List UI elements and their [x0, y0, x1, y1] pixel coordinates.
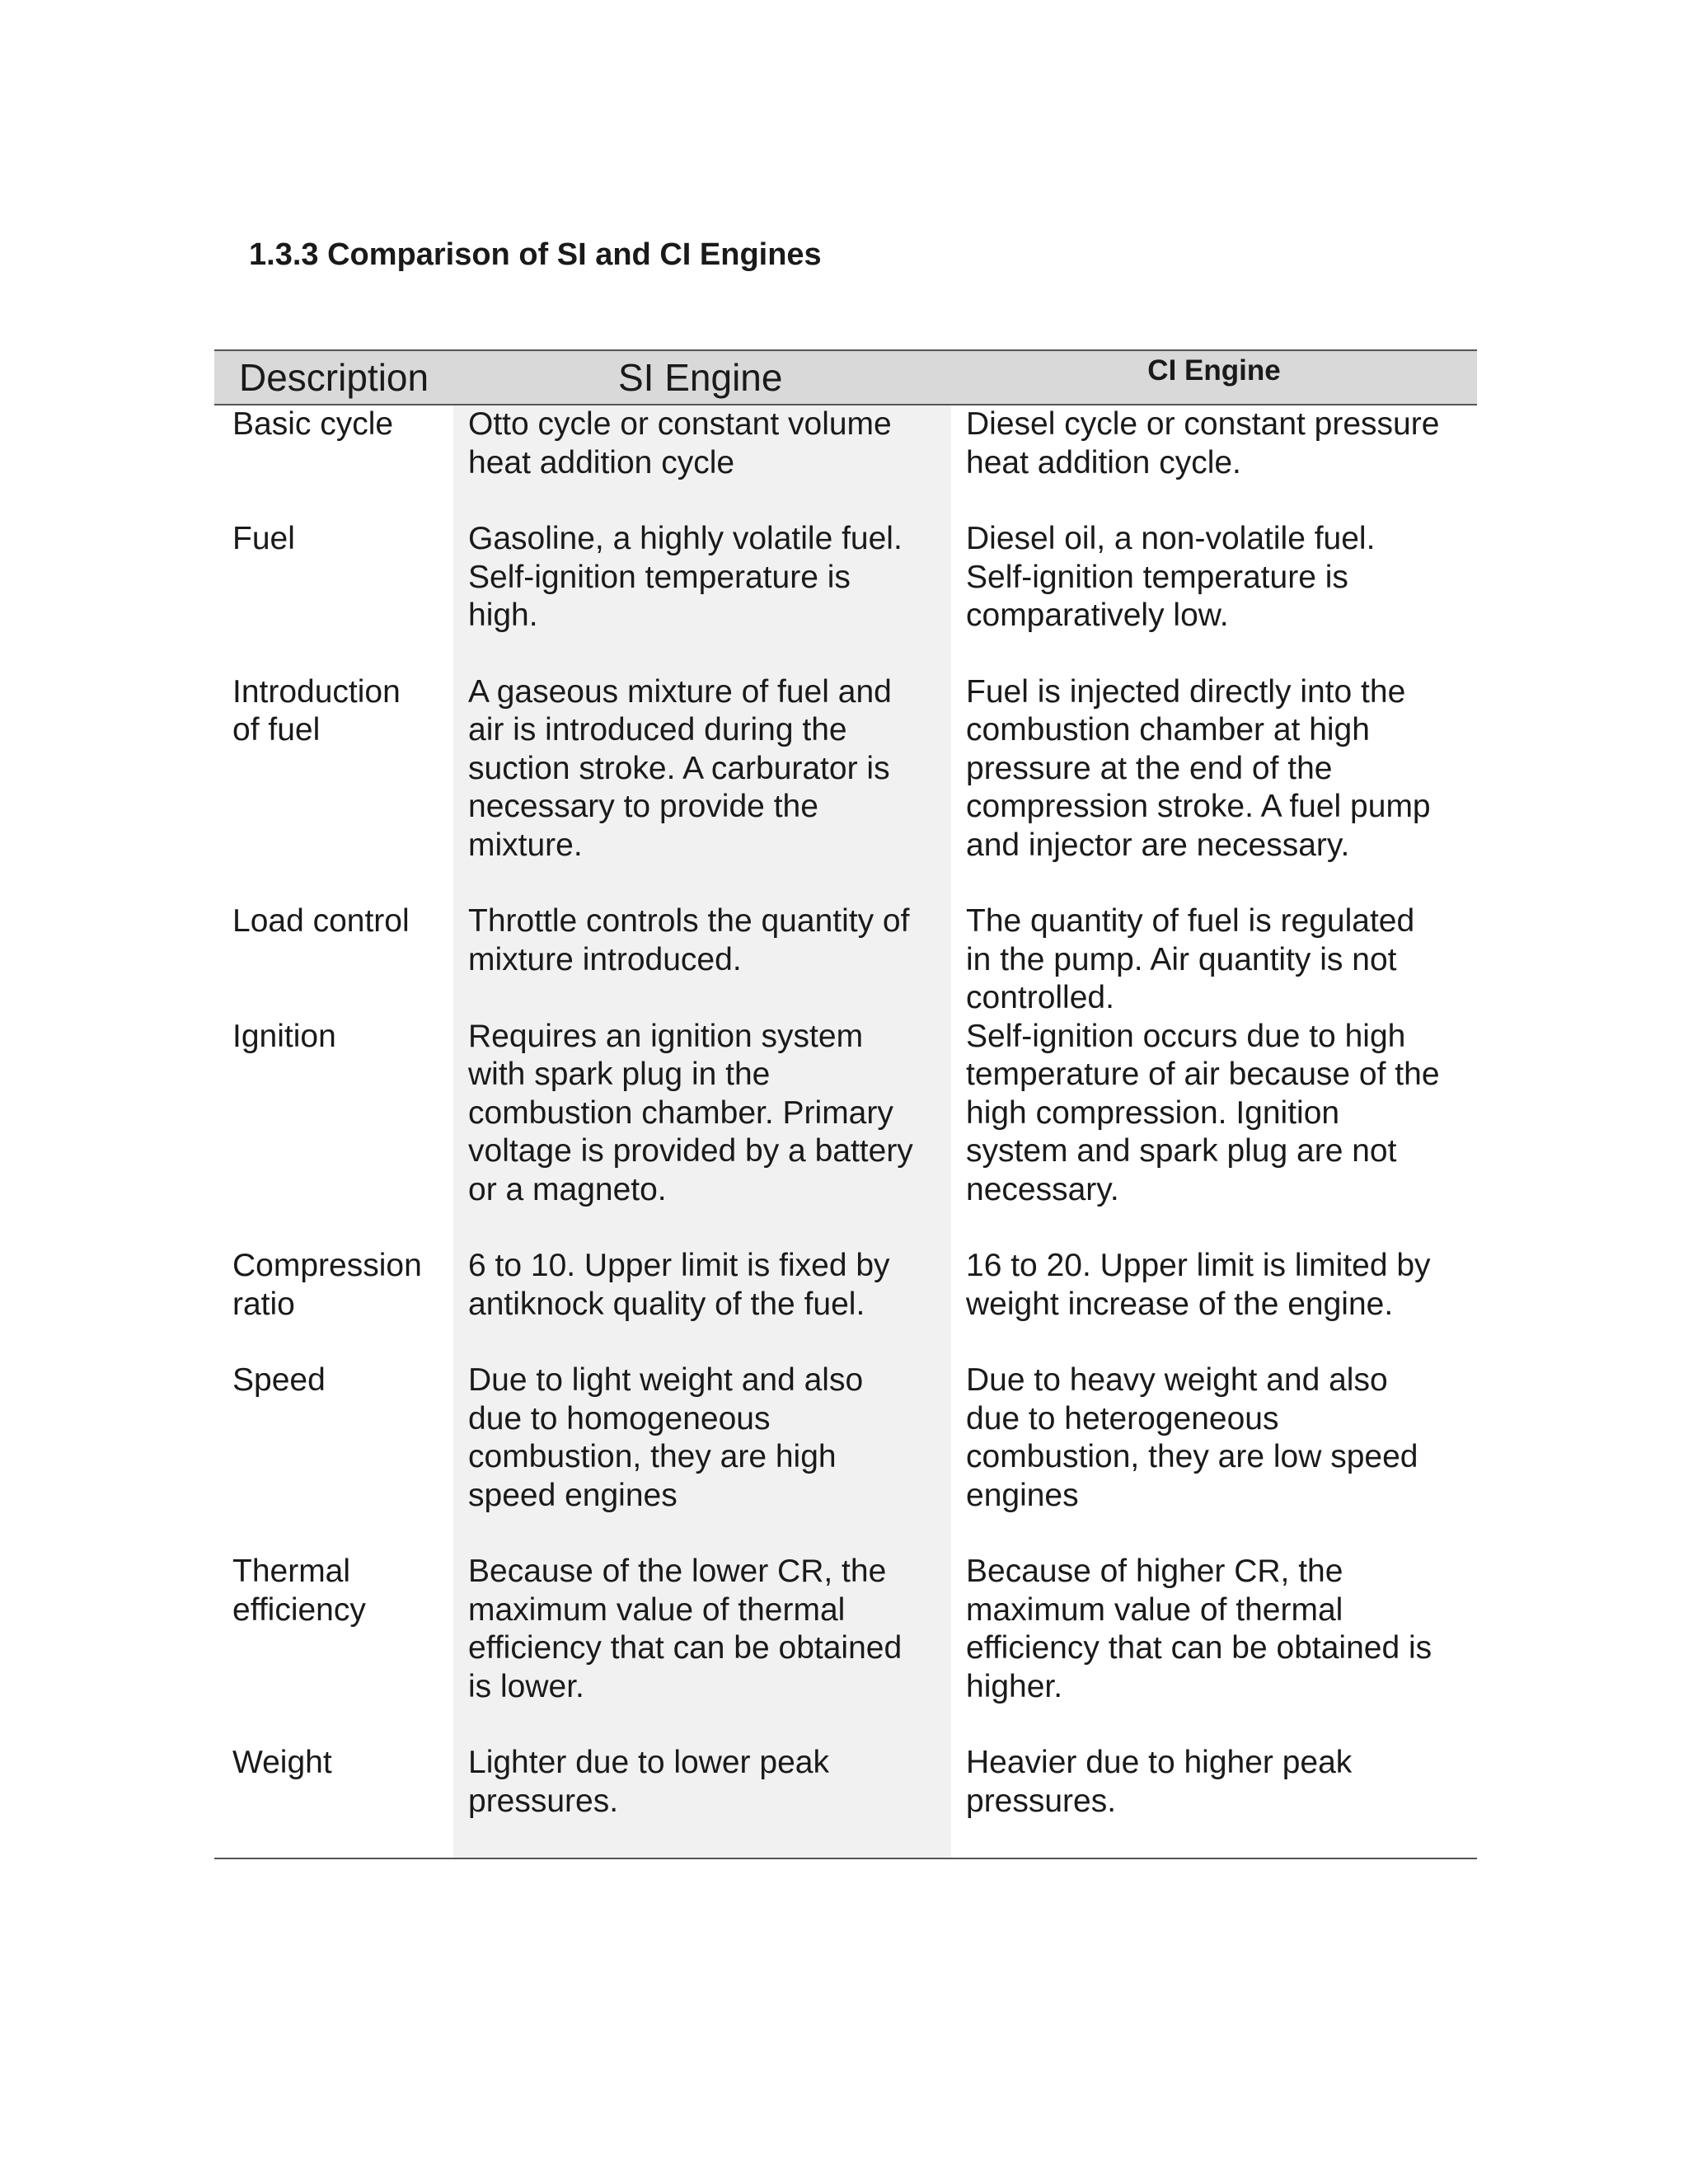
table-row [214, 520, 1477, 673]
row-description-cell [214, 673, 453, 903]
cell-text-line: Compression [232, 1248, 422, 1283]
cell-text-line: pressures. [966, 1783, 1117, 1819]
cell-text-line: necessary. [966, 1171, 1119, 1207]
table-row [214, 405, 1477, 520]
table-row [214, 1553, 1477, 1744]
cell-text-line: Weight [232, 1745, 332, 1780]
cell-text-line: efficiency that can be obtained is [966, 1630, 1432, 1666]
cell-text-line: A gaseous mixture of fuel and [468, 673, 892, 710]
row-si-engine-cell [453, 520, 951, 673]
cell-text-line: Diesel oil, a non-volatile fuel. [966, 521, 1376, 556]
row-description-cell [214, 1018, 453, 1248]
table-row [214, 673, 1477, 903]
cell-text-line: pressure at the end of the [966, 750, 1333, 786]
cell-text-line: high. [468, 598, 538, 633]
cell-text-line: is lower. [468, 1668, 584, 1704]
row-ci-engine-cell [951, 1744, 1477, 1858]
cell-text-line: Due to light weight and also [468, 1362, 864, 1398]
cell-text-line: necessary to provide the [468, 789, 818, 824]
cell-text-line: Due to heavy weight and also [966, 1362, 1388, 1398]
row-si-engine-cell [453, 1247, 951, 1361]
cell-text-line: Heavier due to higher peak [966, 1745, 1353, 1780]
comparison-table-wrapper [214, 349, 1477, 1858]
row-ci-engine-cell [951, 902, 1477, 1018]
row-ci-engine-cell [951, 1018, 1477, 1248]
row-ci-engine-cell [951, 1247, 1477, 1361]
cell-text-line: ratio [232, 1286, 295, 1322]
cell-text-line: in the pump. Air quantity is not [966, 941, 1397, 977]
cell-text-line: Introduction [232, 673, 401, 710]
row-description-cell [214, 520, 453, 673]
cell-text-line: maximum value of thermal [966, 1591, 1343, 1628]
cell-text-line: Because of higher CR, the [966, 1554, 1343, 1589]
header-description: Description [214, 350, 453, 405]
cell-text-line: speed engines [468, 1477, 678, 1513]
row-description-cell [214, 902, 453, 1018]
cell-text-line: comparatively low. [966, 598, 1229, 633]
comparison-table [214, 349, 1477, 1858]
cell-text-line: combustion, they are low speed [966, 1439, 1418, 1474]
cell-text-line: due to heterogeneous [966, 1400, 1279, 1436]
cell-text-line: of fuel [232, 712, 321, 748]
row-ci-engine-cell [951, 1361, 1477, 1553]
cell-text-line: The quantity of fuel is regulated [966, 903, 1415, 939]
cell-text-line: Self-ignition occurs due to high [966, 1018, 1406, 1054]
row-si-engine-cell [453, 405, 951, 520]
row-description-cell [214, 1361, 453, 1553]
row-si-engine-cell [453, 1018, 951, 1248]
cell-text-line: efficiency [232, 1591, 366, 1628]
row-description-cell [214, 1744, 453, 1858]
cell-text-line: Fuel is injected directly into the [966, 673, 1406, 710]
cell-text-line: antiknock quality of the fuel. [468, 1286, 865, 1322]
cell-text-line: controlled. [966, 980, 1114, 1015]
cell-text-line: pressures. [468, 1783, 619, 1819]
table-row [214, 1744, 1477, 1858]
table-row [214, 902, 1477, 1018]
cell-text-line: efficiency that can be obtained [468, 1630, 903, 1666]
row-si-engine-cell [453, 1744, 951, 1858]
table-row [214, 1361, 1477, 1553]
cell-text-line: mixture. [468, 827, 583, 863]
row-ci-engine-cell [951, 673, 1477, 903]
cell-text-line: or a magneto. [468, 1171, 667, 1207]
cell-text-line: mixture introduced. [468, 941, 742, 977]
cell-text-line: combustion chamber at high [966, 712, 1370, 748]
cell-text-line: Otto cycle or constant volume [468, 406, 892, 442]
row-description-cell [214, 405, 453, 520]
row-ci-engine-cell [951, 1553, 1477, 1744]
cell-text-line: Ignition [232, 1018, 336, 1054]
table-row [214, 1247, 1477, 1361]
cell-text-line: Gasoline, a highly volatile fuel. [468, 521, 903, 556]
row-si-engine-cell [453, 1553, 951, 1744]
cell-text-line: 6 to 10. Upper limit is fixed by [468, 1248, 890, 1283]
row-description-cell [214, 1553, 453, 1744]
cell-text-line: high compression. Ignition [966, 1094, 1340, 1131]
table-row [214, 1018, 1477, 1248]
cell-text-line: Load control [232, 903, 410, 939]
row-si-engine-cell [453, 902, 951, 1018]
cell-text-line: Throttle controls the quantity of [468, 903, 910, 939]
cell-text-line: Speed [232, 1362, 326, 1398]
cell-text-line: higher. [966, 1668, 1063, 1704]
row-si-engine-cell [453, 1361, 951, 1553]
row-ci-engine-cell [951, 520, 1477, 673]
cell-text-line: air is introduced during the [468, 712, 847, 748]
cell-text-line: combustion, they are high [468, 1439, 837, 1474]
cell-text-line: temperature of air because of the [966, 1057, 1440, 1092]
cell-text-line: system and spark plug are not [966, 1133, 1397, 1169]
cell-text-line: suction stroke. A carburator is [468, 750, 890, 786]
cell-text-line: Lighter due to lower peak [468, 1745, 829, 1780]
cell-text-line: Self-ignition temperature is [966, 559, 1348, 595]
cell-text-line: and injector are necessary. [966, 827, 1350, 863]
header-si-engine: SI Engine [453, 350, 951, 405]
cell-text-line: combustion chamber. Primary [468, 1094, 893, 1131]
cell-text-line: heat addition cycle. [966, 444, 1241, 480]
cell-text-line: weight increase of the engine. [966, 1286, 1394, 1322]
cell-text-line: compression stroke. A fuel pump [966, 789, 1431, 824]
row-ci-engine-cell [951, 405, 1477, 520]
cell-text-line: engines [966, 1477, 1079, 1513]
cell-text-line: Because of the lower CR, the [468, 1554, 887, 1589]
cell-text-line: with spark plug in the [468, 1057, 771, 1092]
cell-text-line: maximum value of thermal [468, 1591, 846, 1628]
cell-text-line: 16 to 20. Upper limit is limited by [966, 1248, 1431, 1283]
cell-text-line: Thermal [232, 1554, 351, 1589]
row-description-cell [214, 1247, 453, 1361]
table-body [214, 405, 1477, 1858]
cell-text-line: Self-ignition temperature is [468, 559, 851, 595]
header-ci-engine: CI Engine [951, 350, 1477, 405]
cell-text-line: voltage is provided by a battery [468, 1133, 913, 1169]
table-bottom-rule [214, 1858, 1477, 1859]
cell-text-line: due to homogeneous [468, 1400, 771, 1436]
cell-text-line: Requires an ignition system [468, 1018, 864, 1054]
row-si-engine-cell [453, 673, 951, 903]
table-header-row [214, 350, 1477, 405]
cell-text-line: heat addition cycle [468, 444, 735, 480]
cell-text-line: Basic cycle [232, 406, 394, 442]
cell-text-line: Fuel [232, 521, 295, 556]
section-heading: 1.3.3 Comparison of SI and CI Engines [249, 237, 822, 272]
cell-text-line: Diesel cycle or constant pressure [966, 406, 1440, 442]
